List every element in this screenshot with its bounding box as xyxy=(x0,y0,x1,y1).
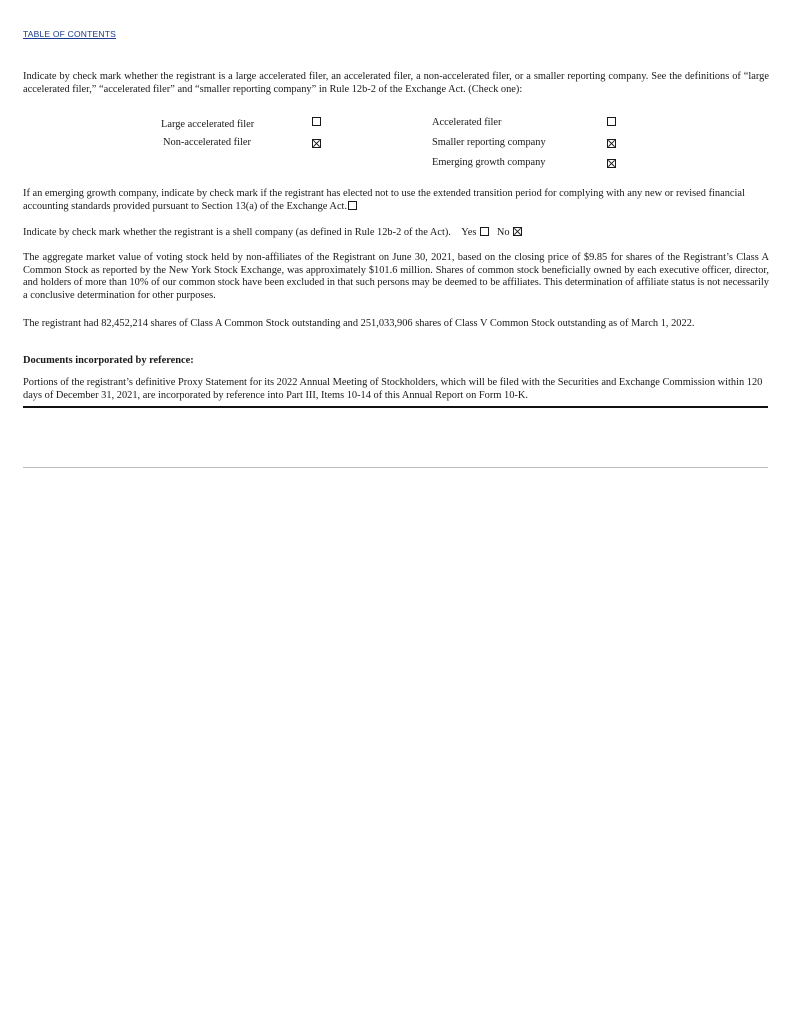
accelerated-filer-checkbox[interactable] xyxy=(607,117,616,126)
shell-company-yes-checkbox[interactable] xyxy=(480,227,489,236)
smaller-reporting-company-checkbox[interactable] xyxy=(607,139,616,148)
emerging-growth-company-label: Emerging growth company xyxy=(432,157,546,168)
shares-outstanding-text: The registrant had 82,452,214 shares of Class A Common Stock outstanding and 251,033,906 shares of Class V Common Stock outstanding as of March 1, 2022. xyxy=(23,318,695,329)
section-divider-thick xyxy=(23,406,768,408)
shell-company-no-label: No xyxy=(496,227,510,238)
non-accelerated-filer-checkbox[interactable] xyxy=(312,139,321,148)
smaller-reporting-company-label: Smaller reporting company xyxy=(432,137,546,148)
table-of-contents-link[interactable]: TABLE OF CONTENTS xyxy=(23,29,116,39)
emerging-growth-election-checkbox[interactable] xyxy=(348,201,357,210)
shell-company-yes-label: Yes xyxy=(461,227,477,238)
emerging-growth-election-paragraph xyxy=(23,188,769,213)
emerging-growth-company-checkbox[interactable] xyxy=(607,159,616,168)
shell-company-text: Indicate by check mark whether the registrant is a shell company (as defined in Rule 12b-2 of the Act). xyxy=(23,227,451,238)
filer-intro-text: Indicate by check mark whether the registrant is a large accelerated filer, an accelerated filer, a non-accelerated filer, or a smaller reporting company. See the definitions of “large accelerated filer,” “accelerated filer” and “smaller reporting company” in Rule 12b-2 of the Exchange Act. (Check one): xyxy=(23,71,769,95)
documents-incorporated-text: Portions of the registrant’s definitive Proxy Statement for its 2022 Annual Meeting of Stockholders, which will be filed with the Securities and Exchange Commission within 120 days of December 31, 2021, are incorporated by reference into Part III, Items 10-14 of this Annual Report on Form 10-K. xyxy=(23,377,763,401)
aggregate-market-value-text: The aggregate market value of voting stock held by non-affiliates of the Registrant on June 30, 2021, based on the closing price of $9.85 for shares of the Registrant’s Class A Common Stock as reported by the New York Stock Exchange, was approximately $101.6 million. Shares of common stock beneficially owned by each executive officer, director, and holders of more than 10% of our common stock have been excluded in that such persons may be deemed to be affiliates. This determination of affiliate status is not necessarily a conclusive determination for other purposes. xyxy=(23,252,769,301)
accelerated-filer-label: Accelerated filer xyxy=(432,117,502,128)
large-accelerated-filer-label: Large accelerated filer xyxy=(161,119,255,130)
documents-incorporated-heading: Documents incorporated by reference: xyxy=(23,355,194,366)
shell-company-no-checkbox[interactable] xyxy=(513,227,522,236)
emerging-growth-election-text: If an emerging growth company, indicate by check mark if the registrant has elected not to use the extended transition period for complying with any new or revised financial accounting standards provided pursuant to Section 13(a) of the Exchange Act. xyxy=(23,188,745,212)
large-accelerated-filer-checkbox[interactable] xyxy=(312,117,321,126)
page-divider-thin xyxy=(23,467,768,468)
non-accelerated-filer-label: Non-accelerated filer xyxy=(163,137,251,148)
shell-company-paragraph xyxy=(23,227,769,240)
